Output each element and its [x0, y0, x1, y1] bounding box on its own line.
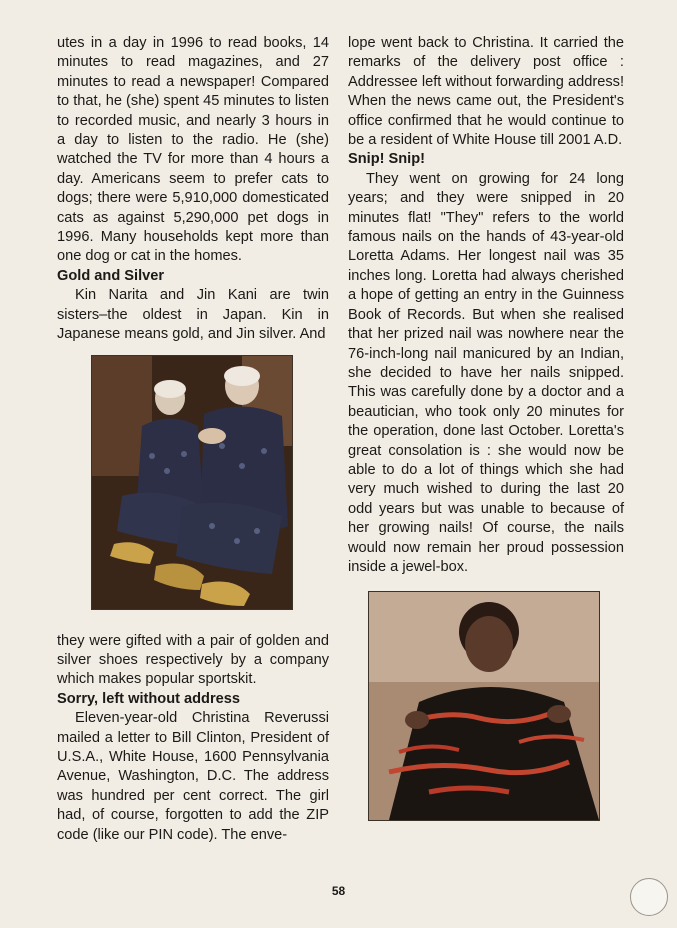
twin-sisters-illustration — [92, 356, 292, 609]
gold-silver-heading: Gold and Silver — [57, 267, 165, 284]
golden-shoes-paragraph: they were gifted with a pair of golden and silver shoes respectively by a company which makes popular sportskit. — [57, 632, 329, 688]
left-column — [57, 34, 329, 845]
christina-paragraph: Eleven-year-old Christina Reverussi mailed a letter to Bill Clinton, President of U.S.A., White House, 1600 Pennsylvania Avenue, Washington, D.C. The address was hundred per cent correct. The girl had, of course, forgotten to add the ZIP code (like our PIN code). The enve- — [57, 710, 329, 843]
snip-heading: Snip! Snip! — [348, 151, 426, 168]
library-stamp-icon — [630, 878, 668, 916]
right-column — [348, 34, 624, 821]
twin-sisters-paragraph: Kin Narita and Jin Kani are twin sisters–the oldest in Japan. Kin in Japanese means gold, and Jin silver. And — [57, 287, 329, 343]
page-number: 58 — [331, 884, 346, 898]
envelope-paragraph: lope went back to Christina. It carried the remarks of the delivery post office : Addressee left without forwarding address! When the news came out, the President's office confirmed that he would continue to be a resident of White House till 2001 A.D. — [348, 35, 624, 149]
loretta-nails-photo — [368, 591, 600, 821]
cats-dogs-paragraph: utes in a day in 1996 to read books, 14 minutes to read magazines, and 27 minutes to read a newspaper! Compared to that, he (she) spent 45 minutes to listen to recorded music, and nearly 3 hours in a day to listen to the radio. He (she) watched the TV for more than 4 hours a day. Americans seem to prefer cats to dogs; there were 5,910,000 domesticated cats as against 5,290,000 pet dogs in 1996. Many households kept more than one dog or cat in the homes. — [57, 35, 329, 265]
sorry-heading: Sorry, left without address — [57, 690, 240, 707]
twin-sisters-photo — [91, 355, 293, 610]
loretta-paragraph: They went on growing for 24 long years; and they were snipped in 20 minutes flat! "They" refers to the world famous nails on the hands of 43-year-old Loretta Adams. Her longest nail was 35 inches long. Loretta had always cherished a hope of getting an entry in the Guinness Book of Records. But when she realised that her prized nail was nowhere near the 76-inch-long nail manicured by an Indian, she decided to have her nails snipped. This was carefully done by a doctor and a beautician, who took only 20 minutes for the operation, done last October. Loretta's great consolation is : she would now be able to do a lot of things which she had very much wished to during the last 20 odd years but was unable to because of her growing nails! Of course, the nails would now remain her proud possession inside a jewel-box. — [348, 170, 624, 575]
loretta-nails-illustration — [369, 592, 599, 820]
